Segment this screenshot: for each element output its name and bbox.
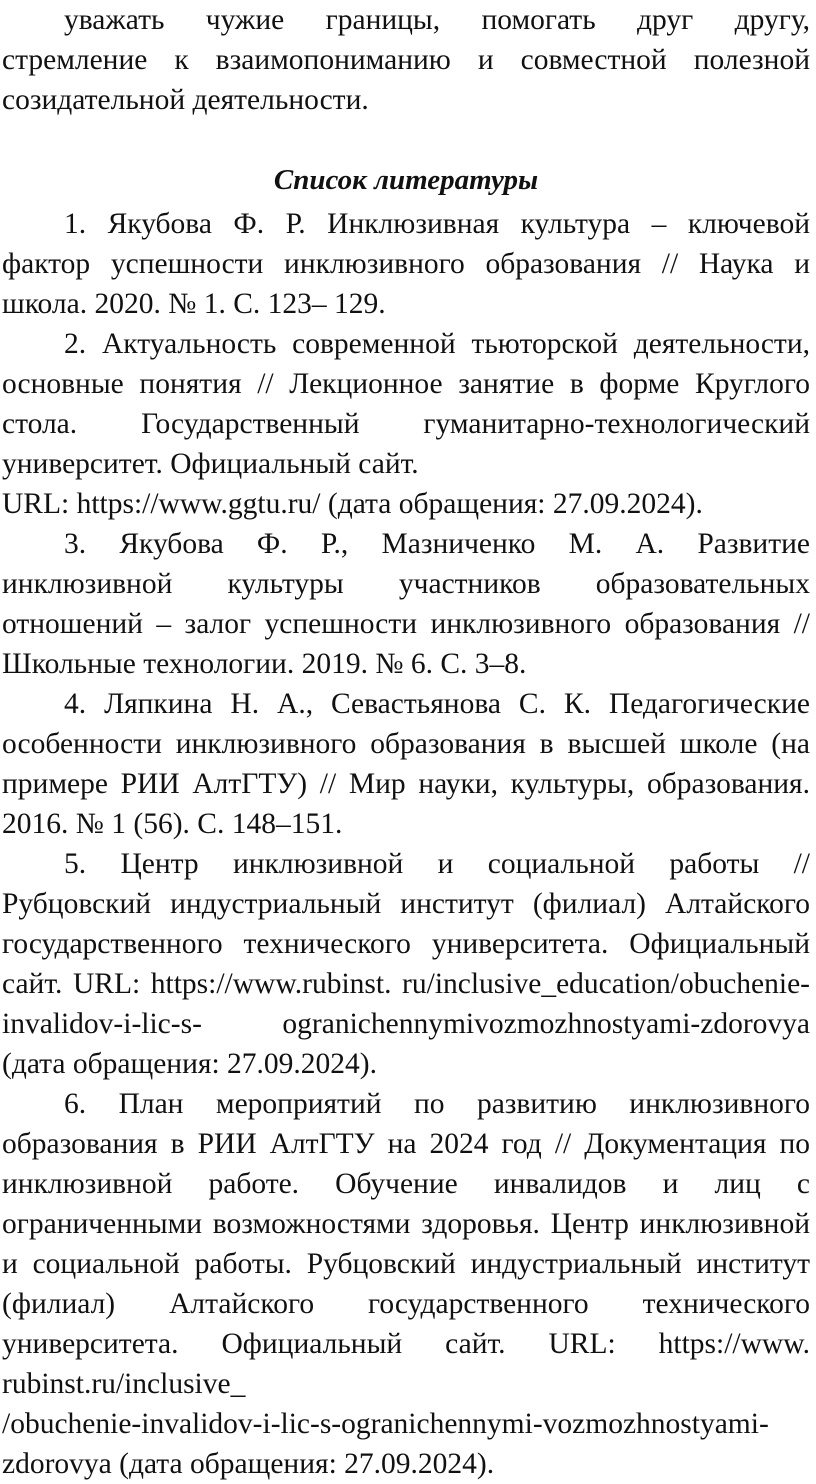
reference-line: отношений – залог успешности инклюзивного образования // (2, 608, 810, 640)
reference-item (2, 524, 810, 684)
reference-line: (филиал) Алтайского государственного технического (2, 1288, 810, 1320)
intro-paragraph (2, 0, 810, 120)
reference-line: университет. Официальный сайт. (2, 448, 419, 480)
reference-url-line: /obuchenie-invalidov-i-lic-s-ogranichennymi-vozmozhnostyami- (2, 1408, 769, 1440)
reference-line: примере РИИ АлтГТУ) // Мир науки, культуры, образования. (2, 768, 810, 800)
reference-line: 4. Ляпкина Н. А., Севастьянова С. К. Педагогические (64, 688, 810, 720)
reference-line: (дата обращения: 27.09.2024). (2, 1048, 377, 1080)
reference-line: особенности инклюзивного образования в высшей школе (на (2, 728, 810, 760)
reference-line: школа. 2020. № 1. С. 123– 129. (2, 288, 386, 320)
reference-line: инклюзивной работе. Обучение инвалидов и лиц с (2, 1168, 810, 1200)
reference-url-line: URL: https://www.ggtu.ru/ (дата обращения: 27.09.2024). (2, 488, 703, 520)
reference-line: стола. Государственный гуманитарно-технологический (2, 408, 810, 440)
reference-line: 2. Актуальность современной тьюторской деятельности, (64, 328, 810, 360)
reference-line: Школьные технологии. 2019. № 6. С. 3–8. (2, 648, 527, 680)
reference-url-line: invalidov-i-lic-s- ogranichennymivozmozhnostyami-zdorovya (2, 1008, 810, 1040)
reference-line: Рубцовский индустриальный институт (филиал) Алтайского (2, 888, 810, 920)
reference-line: и социальной работы. Рубцовский индустриальный институт (2, 1248, 810, 1280)
reference-url-line: университета. Официальный сайт. URL: https://www. (2, 1328, 810, 1360)
reference-item (2, 324, 810, 524)
reference-line: 2016. № 1 (56). С. 148–151. (2, 808, 343, 840)
reference-line: ограниченными возможностями здоровья. Центр инклюзивной (2, 1208, 810, 1240)
reference-url-line: rubinst.ru/inclusive_ (2, 1368, 246, 1400)
reference-item (2, 844, 810, 1084)
intro-line: созидательной деятельности. (2, 84, 369, 116)
section-heading: Список литературы (273, 164, 539, 196)
reference-item (2, 684, 810, 844)
reference-line: государственного технического университета. Официальный (2, 928, 810, 960)
reference-line: 3. Якубова Ф. Р., Мазниченко М. А. Развитие (64, 528, 810, 560)
document-page (2, 0, 810, 1484)
intro-line: уважать чужие границы, помогать друг другу, (64, 4, 810, 36)
intro-line: стремление к взаимопониманию и совместной полезной (2, 44, 810, 76)
reference-item (2, 1084, 810, 1484)
reference-item (2, 204, 810, 324)
reference-url-line: сайт. URL: https://www.rubinst. ru/inclusive_education/obuchenie- (2, 968, 810, 1000)
reference-line: 1. Якубова Ф. Р. Инклюзивная культура – ключевой (64, 208, 810, 240)
spacer (2, 120, 810, 156)
reference-line: zdorovya (дата обращения: 27.09.2024). (2, 1448, 495, 1480)
reference-line: инклюзивной культуры участников образовательных (2, 568, 810, 600)
reference-line: основные понятия // Лекционное занятие в форме Круглого (2, 368, 810, 400)
reference-line: 5. Центр инклюзивной и социальной работы // (64, 848, 810, 880)
reference-line: образования в РИИ АлтГТУ на 2024 год // Документация по (2, 1128, 810, 1160)
reference-line: фактор успешности инклюзивного образования // Наука и (2, 248, 810, 280)
reference-line: 6. План мероприятий по развитию инклюзивного (64, 1088, 810, 1120)
